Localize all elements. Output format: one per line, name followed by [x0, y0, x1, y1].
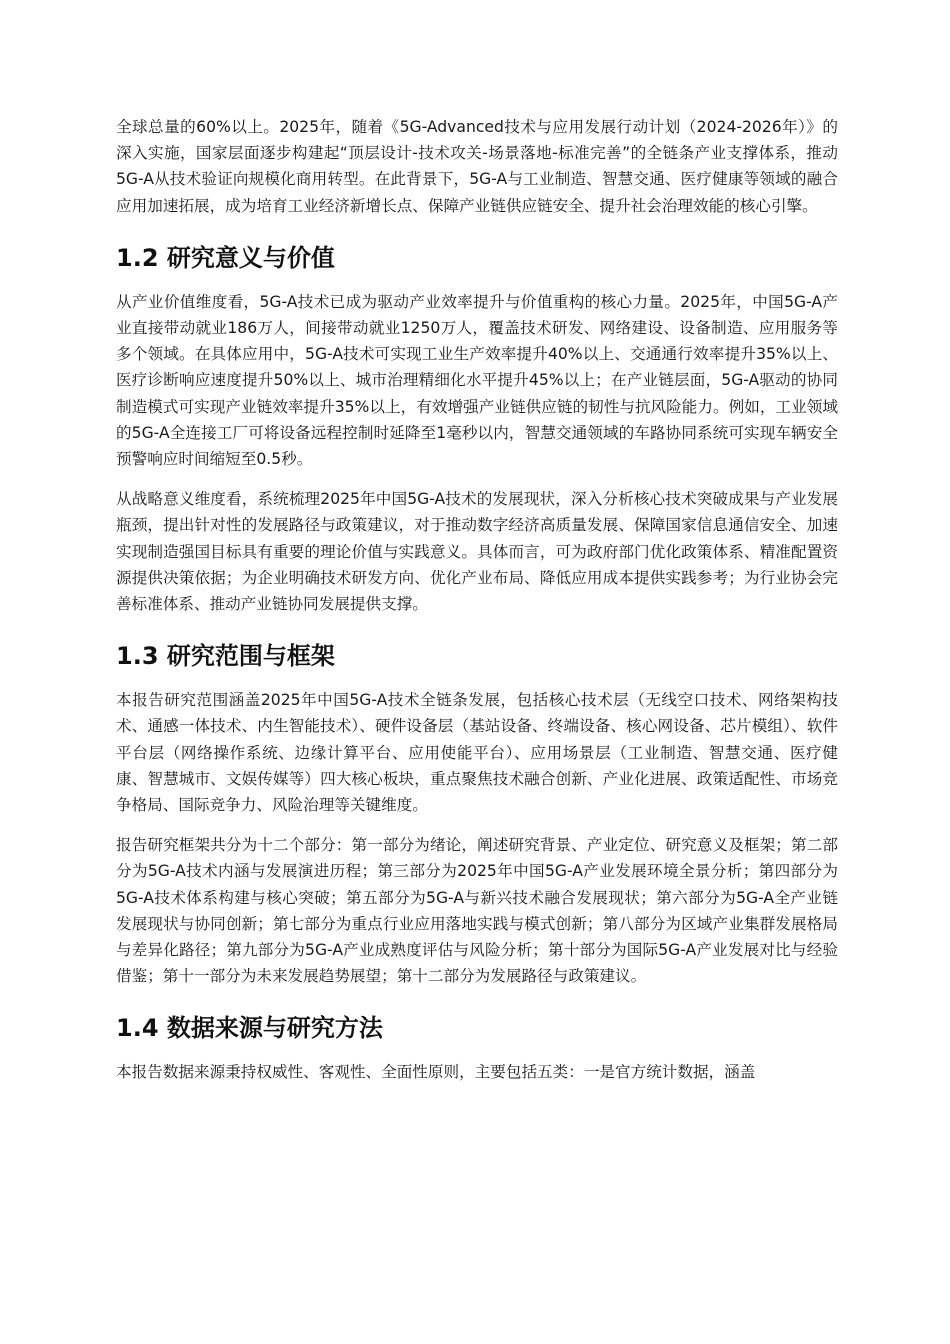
- section-heading: 1.3 研究范围与框架: [116, 642, 335, 671]
- section-heading: 1.4 数据来源与研究方法: [116, 1014, 383, 1043]
- section-research-significance: [116, 241, 838, 617]
- body-paragraph: 从战略意义维度看，系统梳理2025年中国5G-A技术的发展现状，深入分析核心技术突破成果与产业发展瓶颈，提出针对性的发展路径与政策建议，对于推动数字经济高质量发展、保障国家信息通信安全、加速实现制造强国目标具有重要的理论价值与实践意义。具体而言，可为政府部门优化政策体系、精准配置资源提供决策依据；为企业明确技术研发方向、优化产业布局、降低应用成本提供实践参考；为行业协会完善标准体系、推动产业链协同发展提供支撑。: [116, 490, 838, 614]
- body-paragraph: 本报告研究范围涵盖2025年中国5G-A技术全链条发展，包括核心技术层（无线空口技术、网络架构技术、通感一体技术、内生智能技术）、硬件设备层（基站设备、终端设备、核心网设备、芯片模组）、软件平台层（网络操作系统、边缘计算平台、应用使能平台）、应用场景层（工业制造、智慧交通、医疗健康、智慧城市、文娱传媒等）四大核心板块，重点聚焦技术融合创新、产业化进展、政策适配性、市场竞争格局、国际竞争力、风险治理等关键维度。: [116, 691, 838, 815]
- section-heading: 1.2 研究意义与价值: [116, 243, 335, 272]
- body-paragraph: 从产业价值维度看，5G-A技术已成为驱动产业效率提升与价值重构的核心力量。2025年，中国5G-A产业直接带动就业186万人，间接带动就业1250万人，覆盖技术研发、网络建设、设备制造、应用服务等多个领域。在具体应用中，5G-A技术可实现工业生产效率提升40%以上、交通通行效率提升35%以上、医疗诊断响应速度提升50%以上、城市治理精细化水平提升45%以上；在产业链层面，5G-A驱动的协同制造模式可实现产业链效率提升35%以上，有效增强产业链供应链的韧性与抗风险能力。例如，工业领域的5G-A全连接工厂可将设备远程控制时延降至1毫秒以内，智慧交通领域的车路协同系统可实现车辆安全预警响应时间缩短至0.5秒。: [116, 292, 838, 469]
- body-paragraph: 本报告数据来源秉持权威性、客观性、全面性原则，主要包括五类：一是官方统计数据，涵盖: [116, 1063, 756, 1082]
- document-page: [116, 114, 838, 1100]
- section-research-scope: [116, 639, 838, 989]
- body-paragraph: 报告研究框架共分为十二个部分：第一部分为绪论，阐述研究背景、产业定位、研究意义及框架；第二部分为5G-A技术内涵与发展演进历程；第三部分为2025年中国5G-A产业发展环境全景分析；第四部分为5G-A技术体系构建与核心突破；第五部分为5G-A与新兴技术融合发展现状；第六部分为5G-A全产业链发展现状与协同创新；第七部分为重点行业应用落地实践与模式创新；第八部分为区域产业集群发展格局与差异化路径；第九部分为5G-A产业成熟度评估与风险分析；第十部分为国际5G-A产业发展对比与经验借鉴；第十一部分为未来发展趋势展望；第十二部分为发展路径与政策建议。: [116, 836, 838, 986]
- intro-paragraph: 全球总量的60%以上。2025年，随着《5G-Advanced技术与应用发展行动计划（2024-2026年）》的深入实施，国家层面逐步构建起“顶层设计-技术攻关-场景落地-标准完善”的全链条产业支撑体系，推动5G-A从技术验证向规模化商用转型。在此背景下，5G-A与工业制造、智慧交通、医疗健康等领域的融合应用加速拓展，成为培育工业经济新增长点、保障产业链供应链安全、提升社会治理效能的核心引擎。: [116, 118, 838, 215]
- section-data-sources: [116, 1011, 838, 1085]
